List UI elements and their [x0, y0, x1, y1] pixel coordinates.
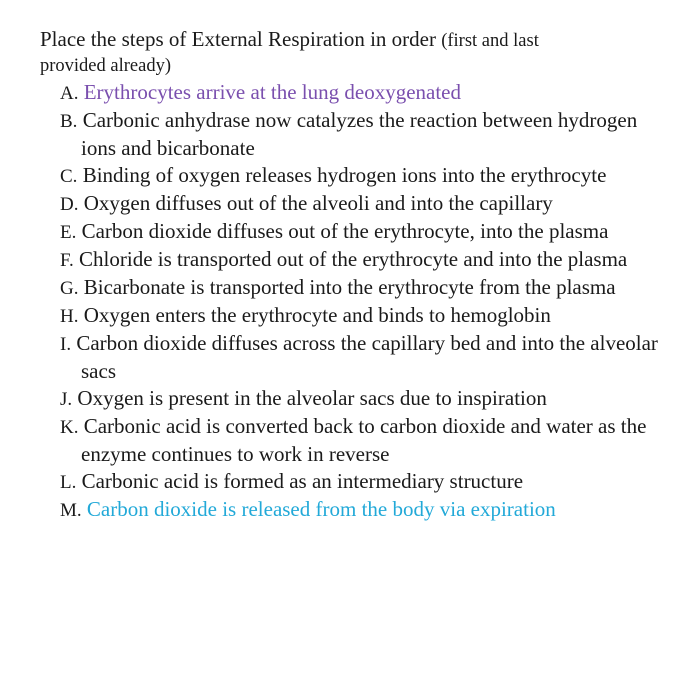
step-item [60, 468, 660, 496]
step-letter: L. [60, 472, 77, 493]
step-letter: M. [60, 500, 82, 521]
step-letter: A. [60, 83, 79, 104]
step-item [60, 79, 660, 107]
step-letter: K. [60, 417, 79, 438]
step-text: Oxygen is present in the alveolar sacs due to inspiration [77, 386, 547, 410]
step-item [60, 302, 660, 330]
step-letter: I. [60, 334, 72, 355]
step-item [60, 107, 660, 162]
step-text: Oxygen diffuses out of the alveoli and into the capillary [83, 191, 553, 215]
step-text: Bicarbonate is transported into the erythrocyte from the plasma [83, 275, 616, 299]
step-letter: F. [60, 250, 74, 271]
step-text: Chloride is transported out of the erythrocyte and into the plasma [79, 247, 628, 271]
step-item [60, 496, 660, 524]
question-main-text: Place the steps of External Respiration in order [40, 27, 436, 51]
step-text: Erythrocytes arrive at the lung deoxygenated [83, 80, 462, 104]
step-item [60, 274, 660, 302]
step-letter: H. [60, 306, 79, 327]
step-letter: G. [60, 278, 79, 299]
step-item [60, 218, 660, 246]
question-document [40, 26, 680, 524]
step-text: Carbonic acid is formed as an intermediary structure [81, 469, 524, 493]
step-text: Carbon dioxide diffuses out of the erythrocyte, into the plasma [81, 219, 609, 243]
steps-list [60, 79, 660, 524]
step-text: Carbon dioxide is released from the body via expiration [86, 497, 556, 521]
step-letter: D. [60, 194, 79, 215]
question-note-part1: (first and last [441, 31, 539, 51]
step-letter: E. [60, 222, 77, 243]
question-prompt [40, 26, 680, 54]
step-item [60, 190, 660, 218]
step-text: Binding of oxygen releases hydrogen ions into the erythrocyte [82, 163, 607, 187]
step-item [60, 413, 660, 468]
step-text: Carbonic anhydrase now catalyzes the reaction between hydrogen ions and bicarbonate [81, 108, 638, 160]
question-note-part2: provided already) [40, 56, 171, 76]
step-text: Carbon dioxide diffuses across the capillary bed and into the alveolar sacs [76, 331, 658, 383]
step-item [60, 246, 660, 274]
step-text: Oxygen enters the erythrocyte and binds to hemoglobin [83, 303, 551, 327]
step-item [60, 162, 660, 190]
step-text: Carbonic acid is converted back to carbon dioxide and water as the enzyme continues to work in reverse [81, 414, 647, 466]
step-letter: B. [60, 111, 78, 132]
step-letter: C. [60, 166, 78, 187]
step-item [60, 385, 660, 413]
step-letter: J. [60, 389, 73, 410]
step-item [60, 330, 660, 385]
